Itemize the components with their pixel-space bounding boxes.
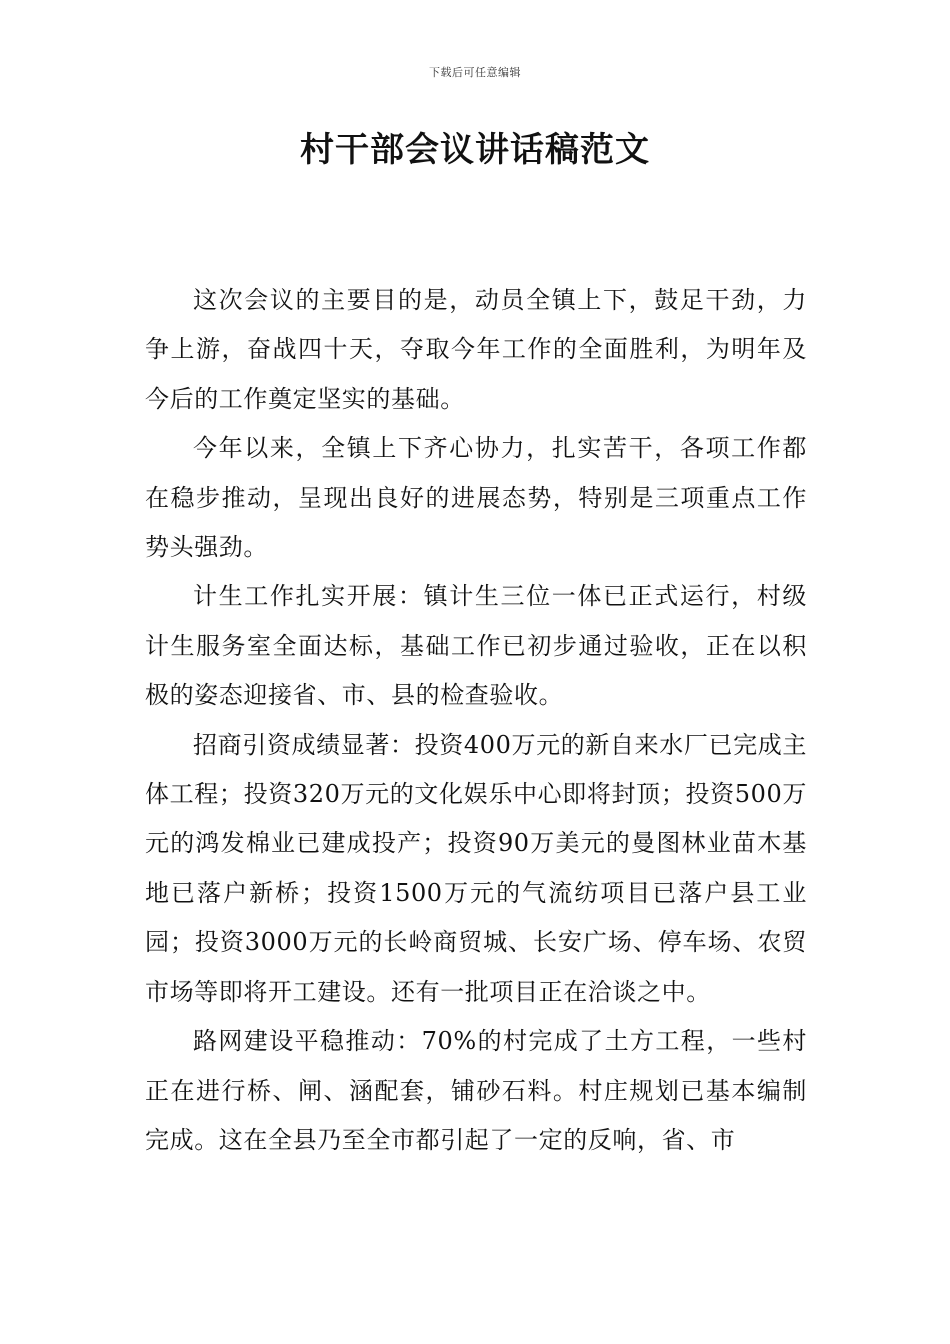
paragraph-5: 路网建设平稳推动：70%的村完成了土方工程，一些村正在进行桥、闸、涵配套，铺砂石料。村庄规划已基本编制完成。这在全县乃至全市都引起了一定的反响，省、市	[145, 1027, 807, 1154]
document-title: 村干部会议讲话稿范文	[300, 130, 650, 170]
document-body	[145, 276, 807, 1165]
paragraph-2: 今年以来，全镇上下齐心协力，扎实苦干，各项工作都在稳步推动，呈现出良好的进展态势，特别是三项重点工作势头强劲。	[145, 434, 807, 562]
paragraph-3: 计生工作扎实开展：镇计生三位一体已正式运行，村级计生服务室全面达标，基础工作已初步通过验收，正在以积极的姿态迎接省、市、县的检查验收。	[145, 582, 807, 710]
page-header-note: 下载后可任意编辑	[429, 66, 521, 79]
paragraph-1: 这次会议的主要目的是，动员全镇上下，鼓足干劲，力争上游，奋战四十天，夺取今年工作的全面胜利，为明年及今后的工作奠定坚实的基础。	[145, 286, 807, 413]
paragraph-4: 招商引资成绩显著：投资400万元的新自来水厂已完成主体工程；投资320万元的文化娱乐中心即将封顶；投资500万元的鸿发棉业已建成投产；投资90万美元的曼图林业苗木基地已落户新桥；投资1500万元的气流纺项目已落户县工业园；投资3000万元的长岭商贸城、长安广场、停车场、农贸市场等即将开工建设。还有一批项目正在洽谈之中。	[145, 730, 807, 1006]
